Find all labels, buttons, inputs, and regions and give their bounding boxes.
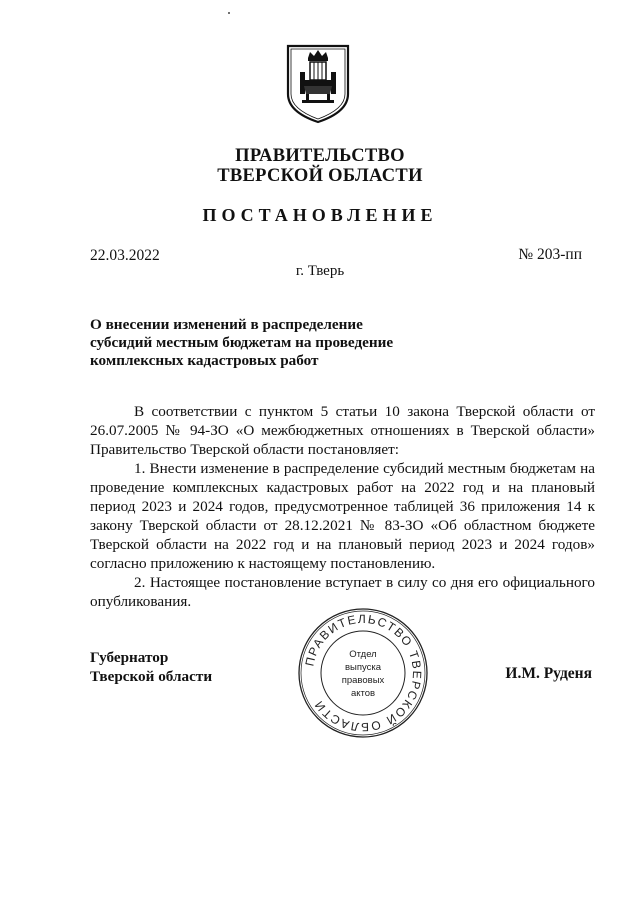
document-type-title: ПОСТАНОВЛЕНИЕ — [202, 205, 438, 225]
scan-speck — [228, 12, 230, 14]
official-stamp — [296, 606, 430, 740]
stamp-line: Отдел — [349, 649, 377, 660]
government-name-line1: ПРАВИТЕЛЬСТВО — [235, 146, 405, 166]
signatory-name: И.М. Руденя — [505, 665, 592, 682]
signatory-position — [90, 648, 212, 686]
subject-line: субсидий местным бюджетам на проведение — [90, 334, 394, 351]
preamble-paragraph: В соответствии с пунктом 5 статьи 10 закона Тверской области от 26.07.2005 № 94-ЗО «О межбюджетных отношениях в Тверской области» Правительство Тверской области постановляет: — [90, 403, 595, 458]
stamp-ring-text: ПРАВИТЕЛЬСТВО ТВЕРСКОЙ ОБЛАСТИ — [302, 611, 425, 735]
document-date: 22.03.2022 — [90, 247, 160, 264]
document-number: № 203-пп — [518, 246, 582, 263]
position-line: Тверской области — [90, 668, 213, 685]
government-name-line2: ТВЕРСКОЙ ОБЛАСТИ — [217, 166, 423, 186]
stamp-line: правовых — [341, 675, 385, 686]
subject-line: комплексных кадастровых работ — [90, 352, 319, 369]
item-2-paragraph: 2. Настоящее постановление вступает в силу со дня его официального опубликования. — [90, 574, 595, 610]
tver-coat-of-arms-icon — [286, 42, 350, 124]
stamp-line: актов — [350, 688, 376, 699]
item-1-paragraph: 1. Внести изменение в распределение субсидий местным бюджетам на проведение комплексных кадастровых работ на 2022 год и на плановый период 2023 и 2024 годов, предусмотренное таблицей 36 приложения 14 к закону Тверской области от 28.12.2021 № 83-ЗО «Об областном бюджете Тверской области на 2022 год и на плановый период 2023 и 2024 годов» согласно приложению к настоящему постановлению. — [90, 460, 595, 572]
document-body — [90, 402, 595, 611]
position-line: Губернатор — [90, 649, 169, 666]
document-subject — [90, 316, 410, 370]
stamp-line: выпуска — [344, 662, 382, 673]
document-city: г. Тверь — [295, 263, 345, 279]
subject-line: О внесении изменений в распределение — [90, 316, 363, 333]
